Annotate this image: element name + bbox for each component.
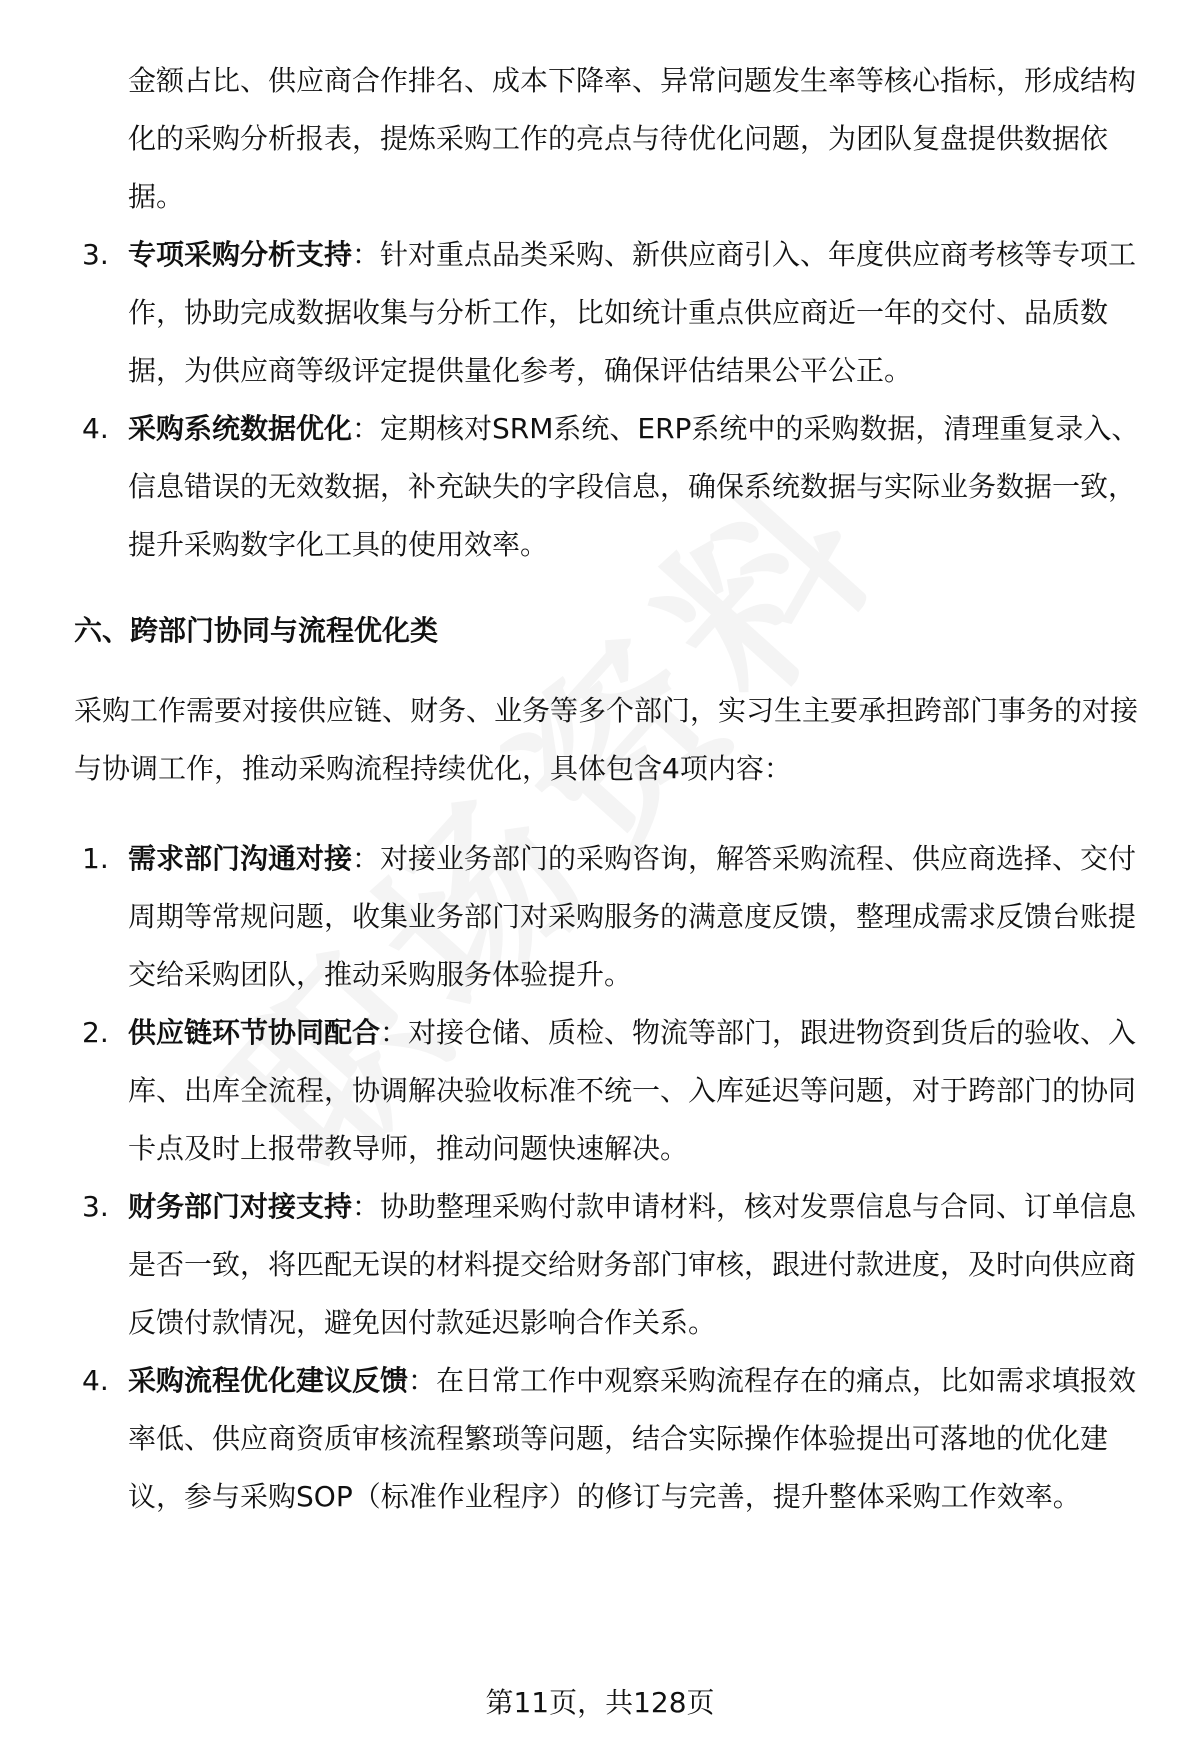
list-item-text: ：在日常工作中观察采购流程存在的痛点，比如需求填报效率低、供应商资质审核流程繁琐等问题，结合实际操作体验提出可落地的优化建议，参与采购SOP（标准作业程序）的修订与完善，提升整体采购工作效率。 (128, 1364, 1137, 1513)
list-item-title: 需求部门沟通对接 (128, 842, 353, 875)
section-list (74, 830, 1144, 1526)
list-item (74, 1004, 1144, 1178)
list-number: 3. (82, 238, 109, 271)
list-item-text: ：定期核对SRM系统、ERP系统中的采购数据，清理重复录入、信息错误的无效数据，补充缺失的字段信息，确保系统数据与实际业务数据一致，提升采购数字化工具的使用效率。 (128, 412, 1140, 561)
list-number: 3. (82, 1190, 109, 1223)
list-item-text: ：对接业务部门的采购咨询，解答采购流程、供应商选择、交付周期等常规问题，收集业务部门对采购服务的满意度反馈，整理成需求反馈台账提交给采购团队，推动采购服务体验提升。 (128, 842, 1137, 991)
list-item-title: 采购流程优化建议反馈 (128, 1364, 409, 1397)
list-item-text: ：针对重点品类采购、新供应商引入、年度供应商考核等专项工作，协助完成数据收集与分析工作，比如统计重点供应商近一年的交付、品质数据，为供应商等级评定提供量化参考，确保评估结果公平公正。 (128, 238, 1137, 387)
list-item (74, 400, 1144, 574)
list-item-title: 财务部门对接支持 (128, 1190, 353, 1223)
previous-section-list (74, 226, 1144, 574)
list-item (74, 1352, 1144, 1526)
document-body (74, 52, 1144, 1526)
list-item-text: ：对接仓储、质检、物流等部门，跟进物资到货后的验收、入库、出库全流程，协调解决验收标准不统一、入库延迟等问题，对于跨部门的协同卡点及时上报带教导师，推动问题快速解决。 (128, 1016, 1137, 1165)
list-item-title: 采购系统数据优化 (128, 412, 353, 445)
list-item (74, 830, 1144, 1004)
section-heading: 六、跨部门协同与流程优化类 (74, 614, 439, 647)
list-number: 2. (82, 1016, 109, 1049)
continuation-paragraph: 金额占比、供应商合作排名、成本下降率、异常问题发生率等核心指标，形成结构化的采购分析报表，提炼采购工作的亮点与待优化问题，为团队复盘提供数据依据。 (128, 64, 1137, 213)
list-number: 4. (82, 412, 109, 445)
list-item (74, 1178, 1144, 1352)
list-item-title: 供应链环节协同配合 (128, 1016, 381, 1049)
list-item-text: ：协助整理采购付款申请材料，核对发票信息与合同、订单信息是否一致，将匹配无误的材料提交给财务部门审核，跟进付款进度，及时向供应商反馈付款情况，避免因付款延迟影响合作关系。 (128, 1190, 1137, 1339)
list-item-title: 专项采购分析支持 (128, 238, 353, 271)
list-item (74, 226, 1144, 400)
list-number: 1. (82, 842, 109, 875)
section-intro: 采购工作需要对接供应链、财务、业务等多个部门，实习生主要承担跨部门事务的对接与协调工作，推动采购流程持续优化，具体包含4项内容： (74, 694, 1139, 785)
list-number: 4. (82, 1364, 109, 1397)
page-footer: 第11页，共128页 (485, 1686, 715, 1719)
